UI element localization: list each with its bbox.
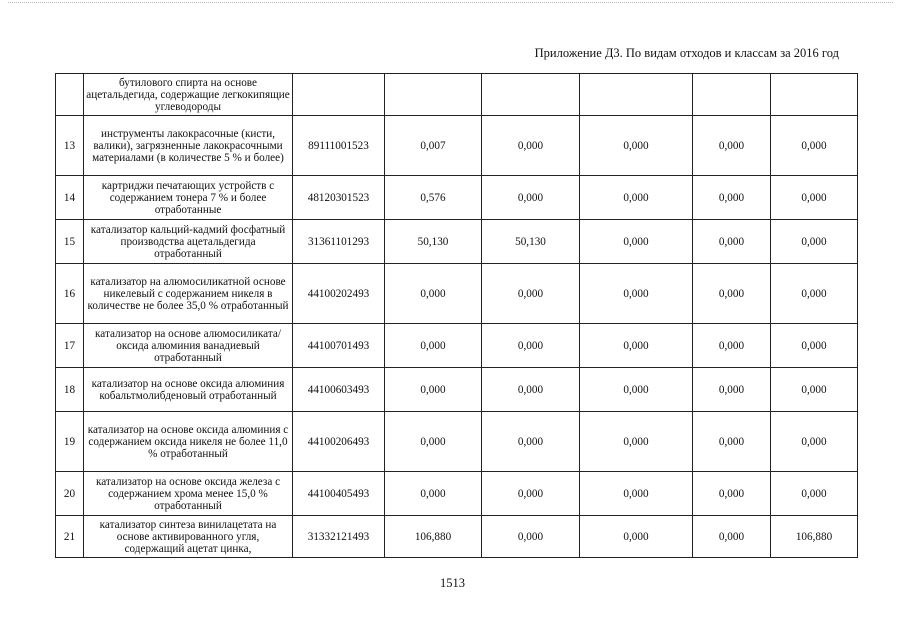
value-cell: 0,000 bbox=[693, 264, 771, 324]
value-cell: 0,000 bbox=[385, 472, 482, 516]
waste-code: 44100206493 bbox=[293, 412, 385, 472]
table-row bbox=[56, 264, 858, 324]
table-row bbox=[56, 116, 858, 176]
waste-code: 89111001523 bbox=[293, 116, 385, 176]
waste-table bbox=[55, 73, 858, 558]
waste-name: катализатор на алюмосиликатной основе никелевый с содержанием никеля в количестве не более 35,0 % отработанный bbox=[84, 264, 293, 324]
value-cell bbox=[385, 74, 482, 116]
value-cell: 106,880 bbox=[771, 516, 858, 558]
value-cell: 0,000 bbox=[693, 516, 771, 558]
value-cell: 50,130 bbox=[482, 220, 580, 264]
value-cell: 0,000 bbox=[482, 116, 580, 176]
value-cell: 0,000 bbox=[771, 220, 858, 264]
waste-code: 31361101293 bbox=[293, 220, 385, 264]
value-cell: 0,000 bbox=[482, 324, 580, 368]
waste-name: картриджи печатающих устройств с содержанием тонера 7 % и более отработанные bbox=[84, 176, 293, 220]
value-cell: 0,000 bbox=[771, 324, 858, 368]
value-cell: 106,880 bbox=[385, 516, 482, 558]
value-cell: 0,000 bbox=[580, 324, 693, 368]
value-cell: 50,130 bbox=[385, 220, 482, 264]
value-cell: 0,000 bbox=[771, 264, 858, 324]
value-cell: 0,000 bbox=[693, 176, 771, 220]
value-cell: 0,000 bbox=[693, 324, 771, 368]
row-number: 15 bbox=[56, 220, 84, 264]
waste-code bbox=[293, 74, 385, 116]
value-cell: 0,000 bbox=[385, 324, 482, 368]
value-cell: 0,000 bbox=[580, 412, 693, 472]
waste-name: катализатор на основе алюмосиликата/оксида алюминия ванадиевый отработанный bbox=[84, 324, 293, 368]
waste-name: катализатор синтеза винилацетата на основе активированного угля, содержащий ацетат цинка, bbox=[84, 516, 293, 558]
value-cell bbox=[693, 74, 771, 116]
waste-code: 48120301523 bbox=[293, 176, 385, 220]
value-cell: 0,000 bbox=[580, 368, 693, 412]
value-cell: 0,000 bbox=[771, 472, 858, 516]
scan-artifact-line bbox=[8, 2, 893, 6]
value-cell: 0,000 bbox=[580, 176, 693, 220]
table-row bbox=[56, 368, 858, 412]
table-row bbox=[56, 74, 858, 116]
value-cell: 0,000 bbox=[385, 264, 482, 324]
row-number: 18 bbox=[56, 368, 84, 412]
row-number: 14 bbox=[56, 176, 84, 220]
value-cell: 0,000 bbox=[693, 220, 771, 264]
waste-code: 44100603493 bbox=[293, 368, 385, 412]
value-cell: 0,000 bbox=[482, 176, 580, 220]
page-number: 1513 bbox=[440, 576, 465, 590]
row-number: 19 bbox=[56, 412, 84, 472]
waste-name: катализатор на основе оксида алюминия кобальтмолибденовый отработанный bbox=[84, 368, 293, 412]
row-number: 16 bbox=[56, 264, 84, 324]
waste-name: катализатор на основе оксида алюминия с содержанием оксида никеля не более 11,0 % отработанный bbox=[84, 412, 293, 472]
value-cell: 0,000 bbox=[771, 368, 858, 412]
value-cell: 0,000 bbox=[580, 472, 693, 516]
value-cell bbox=[580, 74, 693, 116]
table-row bbox=[56, 220, 858, 264]
value-cell bbox=[771, 74, 858, 116]
waste-name: бутилового спирта на основе ацетальдегида, содержащие легкокипящие углеводороды bbox=[84, 74, 293, 116]
value-cell: 0,000 bbox=[771, 412, 858, 472]
waste-code: 44100405493 bbox=[293, 472, 385, 516]
waste-name: катализатор на основе оксида железа с содержанием хрома менее 15,0 % отработанный bbox=[84, 472, 293, 516]
value-cell: 0,000 bbox=[482, 516, 580, 558]
table-row bbox=[56, 324, 858, 368]
value-cell: 0,000 bbox=[385, 412, 482, 472]
page-header: Приложение Д3. По видам отходов и классам за 2016 год bbox=[534, 46, 839, 60]
value-cell: 0,000 bbox=[693, 472, 771, 516]
value-cell: 0,007 bbox=[385, 116, 482, 176]
value-cell: 0,000 bbox=[482, 368, 580, 412]
value-cell: 0,000 bbox=[580, 516, 693, 558]
row-number: 20 bbox=[56, 472, 84, 516]
waste-code: 44100202493 bbox=[293, 264, 385, 324]
waste-name: инструменты лакокрасочные (кисти, валики), загрязненные лакокрасочными материалами (в количестве 5 % и более) bbox=[84, 116, 293, 176]
row-number: 13 bbox=[56, 116, 84, 176]
value-cell: 0,000 bbox=[482, 264, 580, 324]
value-cell: 0,000 bbox=[385, 368, 482, 412]
row-number bbox=[56, 74, 84, 116]
value-cell: 0,000 bbox=[482, 412, 580, 472]
table-body bbox=[56, 74, 858, 558]
waste-code: 44100701493 bbox=[293, 324, 385, 368]
table-row bbox=[56, 412, 858, 472]
table-row bbox=[56, 176, 858, 220]
value-cell: 0,000 bbox=[580, 220, 693, 264]
value-cell: 0,000 bbox=[580, 264, 693, 324]
value-cell: 0,000 bbox=[693, 116, 771, 176]
table-row bbox=[56, 472, 858, 516]
value-cell: 0,000 bbox=[771, 116, 858, 176]
value-cell bbox=[482, 74, 580, 116]
table-row bbox=[56, 516, 858, 558]
waste-name: катализатор кальций-кадмий фосфатный производства ацетальдегида отработанный bbox=[84, 220, 293, 264]
value-cell: 0,576 bbox=[385, 176, 482, 220]
value-cell: 0,000 bbox=[771, 176, 858, 220]
value-cell: 0,000 bbox=[693, 412, 771, 472]
row-number: 21 bbox=[56, 516, 84, 558]
value-cell: 0,000 bbox=[693, 368, 771, 412]
value-cell: 0,000 bbox=[482, 472, 580, 516]
waste-code: 31332121493 bbox=[293, 516, 385, 558]
row-number: 17 bbox=[56, 324, 84, 368]
value-cell: 0,000 bbox=[580, 116, 693, 176]
